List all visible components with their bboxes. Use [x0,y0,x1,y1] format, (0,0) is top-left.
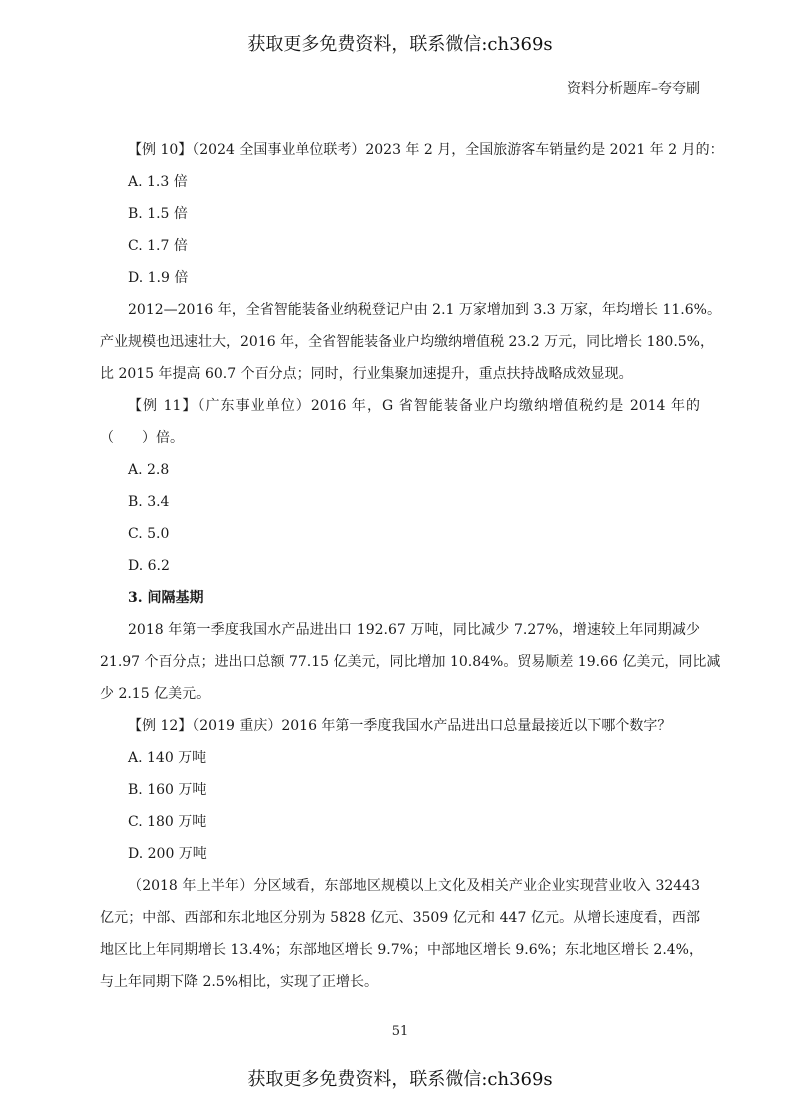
passage2-line-3: 比 2015 年提高 60.7 个百分点；同时，行业集聚加速提升，重点扶持战略成效显现。 [100,366,633,382]
q11-stem-line-2: （ ）倍。 [100,430,184,446]
q12-stem: 【例 12】（2019 重庆）2016 年第一季度我国水产品进出口总量最接近以下哪个数字？ [128,718,672,734]
q10-option-b: B. 1.5 倍 [128,206,188,222]
q12-option-a: A. 140 万吨 [128,750,207,766]
q11-stem-line-1: 【例 11】（广东事业单位）2016 年，G 省智能装备业户均缴纳增值税约是 2014 年的 [128,398,700,414]
passage4-line-1: （2018 年上半年）分区域看，东部地区规模以上文化及相关产业企业实现营业收入 32443 [128,878,700,894]
passage4-line-4: 与上年同期下降 2.5%相比，实现了正增长。 [100,974,379,990]
bottom-banner: 获取更多免费资料，联系微信:ch369s [247,1069,553,1090]
q12-option-d: D. 200 万吨 [128,846,207,862]
passage2-line-2: 产业规模也迅速壮大，2016 年，全省智能装备业户均缴纳增值税 23.2 万元，同比增长 180.5%， [100,334,714,350]
passage3-line-2: 21.97 个百分点；进出口总额 77.15 亿美元，同比增加 10.84%。贸易顺差 19.66 亿美元，同比减 [100,654,721,670]
section-heading: 3. 间隔基期 [128,590,204,606]
passage2-line-1: 2012—2016 年，全省智能装备业纳税登记户由 2.1 万家增加到 3.3 万家，年均增长 11.6%。 [128,302,721,318]
running-header: 资料分析题库–夸夸刷 [567,81,700,97]
passage4-line-3: 地区比上年同期增长 13.4%；东部地区增长 9.7%；中部地区增长 9.6%；东北地区增长 2.4%， [100,942,703,958]
page-number: 51 [391,1024,409,1039]
q11-option-b: B. 3.4 [128,494,170,510]
q10-stem: 【例 10】（2024 全国事业单位联考）2023 年 2 月，全国旅游客车销量约是 2021 年 2 月的： [128,142,724,158]
passage3-line-3: 少 2.15 亿美元。 [100,686,211,702]
passage3-line-1: 2018 年第一季度我国水产品进出口 192.67 万吨，同比减少 7.27%，增速较上年同期减少 [128,622,700,638]
top-banner: 获取更多免费资料，联系微信:ch369s [247,34,553,55]
q11-option-a: A. 2.8 [128,462,170,478]
q11-option-c: C. 5.0 [128,526,170,542]
q11-option-d: D. 6.2 [128,558,170,574]
passage4-line-2: 亿元；中部、西部和东北地区分别为 5828 亿元、3509 亿元和 447 亿元。从增长速度看，西部 [100,910,700,926]
page-content [100,140,724,1004]
q12-option-c: C. 180 万吨 [128,814,207,830]
q10-option-d: D. 1.9 倍 [128,270,189,286]
q10-option-c: C. 1.7 倍 [128,238,188,254]
q12-option-b: B. 160 万吨 [128,782,207,798]
q10-option-a: A. 1.3 倍 [128,174,188,190]
